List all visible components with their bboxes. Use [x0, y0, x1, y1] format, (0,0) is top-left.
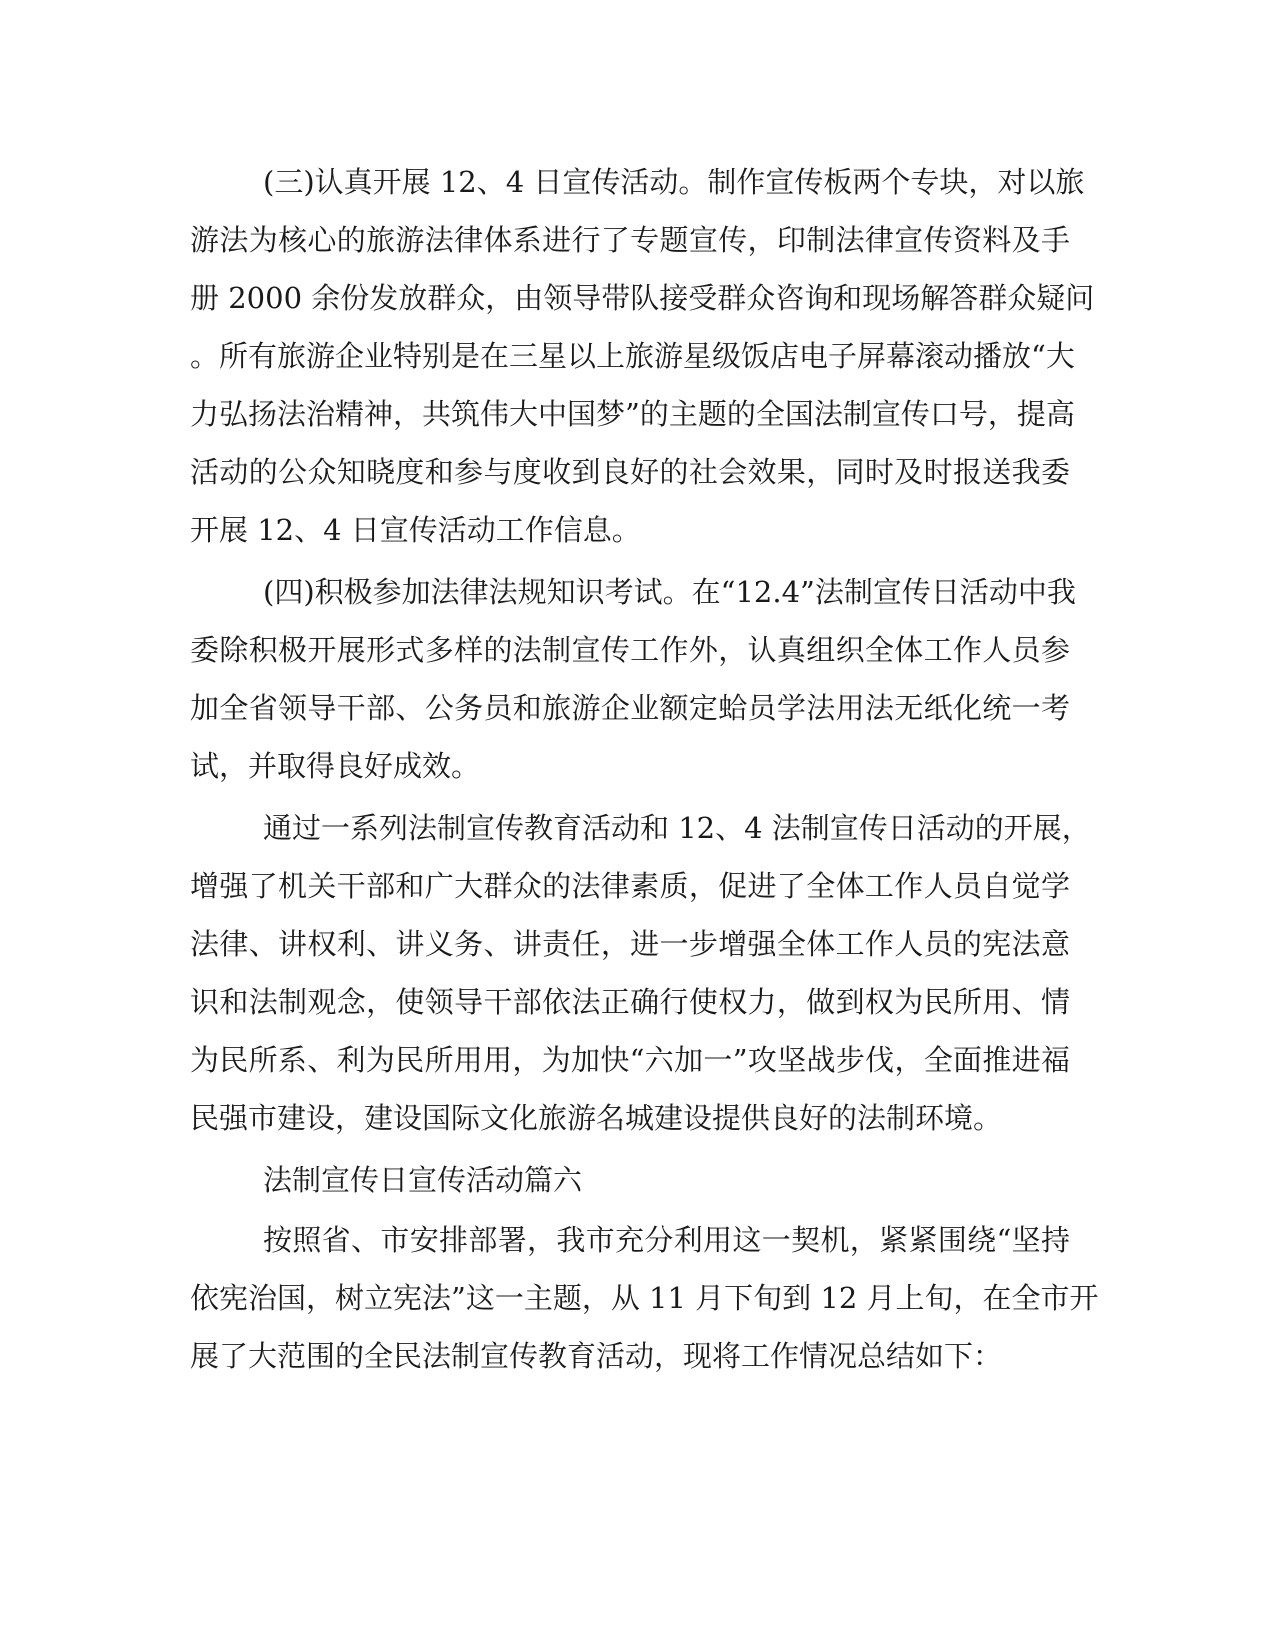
- section-6-line-1: 按照省、市安排部署，我市充分利用这一契机，紧紧围绕“坚持: [263, 1223, 1070, 1257]
- summary-line-3: 法律、讲权利、讲义务、讲责任，进一步增强全体工作人员的宪法意: [190, 927, 1070, 961]
- summary-line-1: 通过一系列法制宣传教育活动和 12、4 法制宣传日活动的开展，: [263, 811, 1091, 845]
- paragraph-4-line-3: 加全省领导干部、公务员和旅游企业额定蛤员学法用法无纸化统一考: [190, 691, 1070, 725]
- paragraph-3-line-5: 力弘扬法治精神，共筑伟大中国梦”的主题的全国法制宣传口号，提高: [190, 397, 1075, 431]
- summary-line-4: 识和法制观念，使领导干部依法正确行使权力，做到权为民所用、情: [190, 985, 1070, 1019]
- paragraph-3-line-7: 开展 12、4 日宣传活动工作信息。: [190, 513, 641, 547]
- paragraph-3-line-6: 活动的公众知晓度和参与度收到良好的社会效果，同时及时报送我委: [190, 455, 1070, 489]
- summary-line-5: 为民所系、利为民所用用，为加快“六加一”攻坚战步伐，全面推进福: [190, 1043, 1070, 1077]
- section-6-line-2: 依宪治国，树立宪法”这一主题，从 11 月下旬到 12 月上旬，在全市开: [190, 1281, 1099, 1315]
- paragraph-3-line-4: 。所有旅游企业特别是在三星以上旅游星级饭店电子屏幕滚动播放“大: [190, 339, 1075, 373]
- paragraph-4-line-2: 委除积极开展形式多样的法制宣传工作外，认真组织全体工作人员参: [190, 633, 1070, 667]
- section-6-line-3: 展了大范围的全民法制宣传教育活动，现将工作情况总结如下：: [190, 1339, 1003, 1373]
- paragraph-3-line-2: 游法为核心的旅游法律体系进行了专题宣传，印制法律宣传资料及手: [190, 223, 1070, 257]
- summary-line-2: 增强了机关干部和广大群众的法律素质，促进了全体工作人员自觉学: [190, 869, 1070, 903]
- summary-line-6: 民强市建设，建设国际文化旅游名城建设提供良好的法制环境。: [190, 1101, 1003, 1135]
- paragraph-3-line-1: (三)认真开展 12、4 日宣传活动。制作宣传板两个专块，对以旅: [263, 165, 1085, 199]
- paragraph-3-line-3: 册 2000 余份发放群众，由领导带队接受群众咨询和现场解答群众疑问: [190, 281, 1095, 315]
- paragraph-4-line-1: (四)积极参加法律法规知识考试。在“12.4”法制宣传日活动中我: [263, 575, 1076, 609]
- section-heading: 法制宣传日宣传活动篇六: [263, 1163, 583, 1197]
- paragraph-4-line-4: 试，并取得良好成效。: [190, 749, 481, 783]
